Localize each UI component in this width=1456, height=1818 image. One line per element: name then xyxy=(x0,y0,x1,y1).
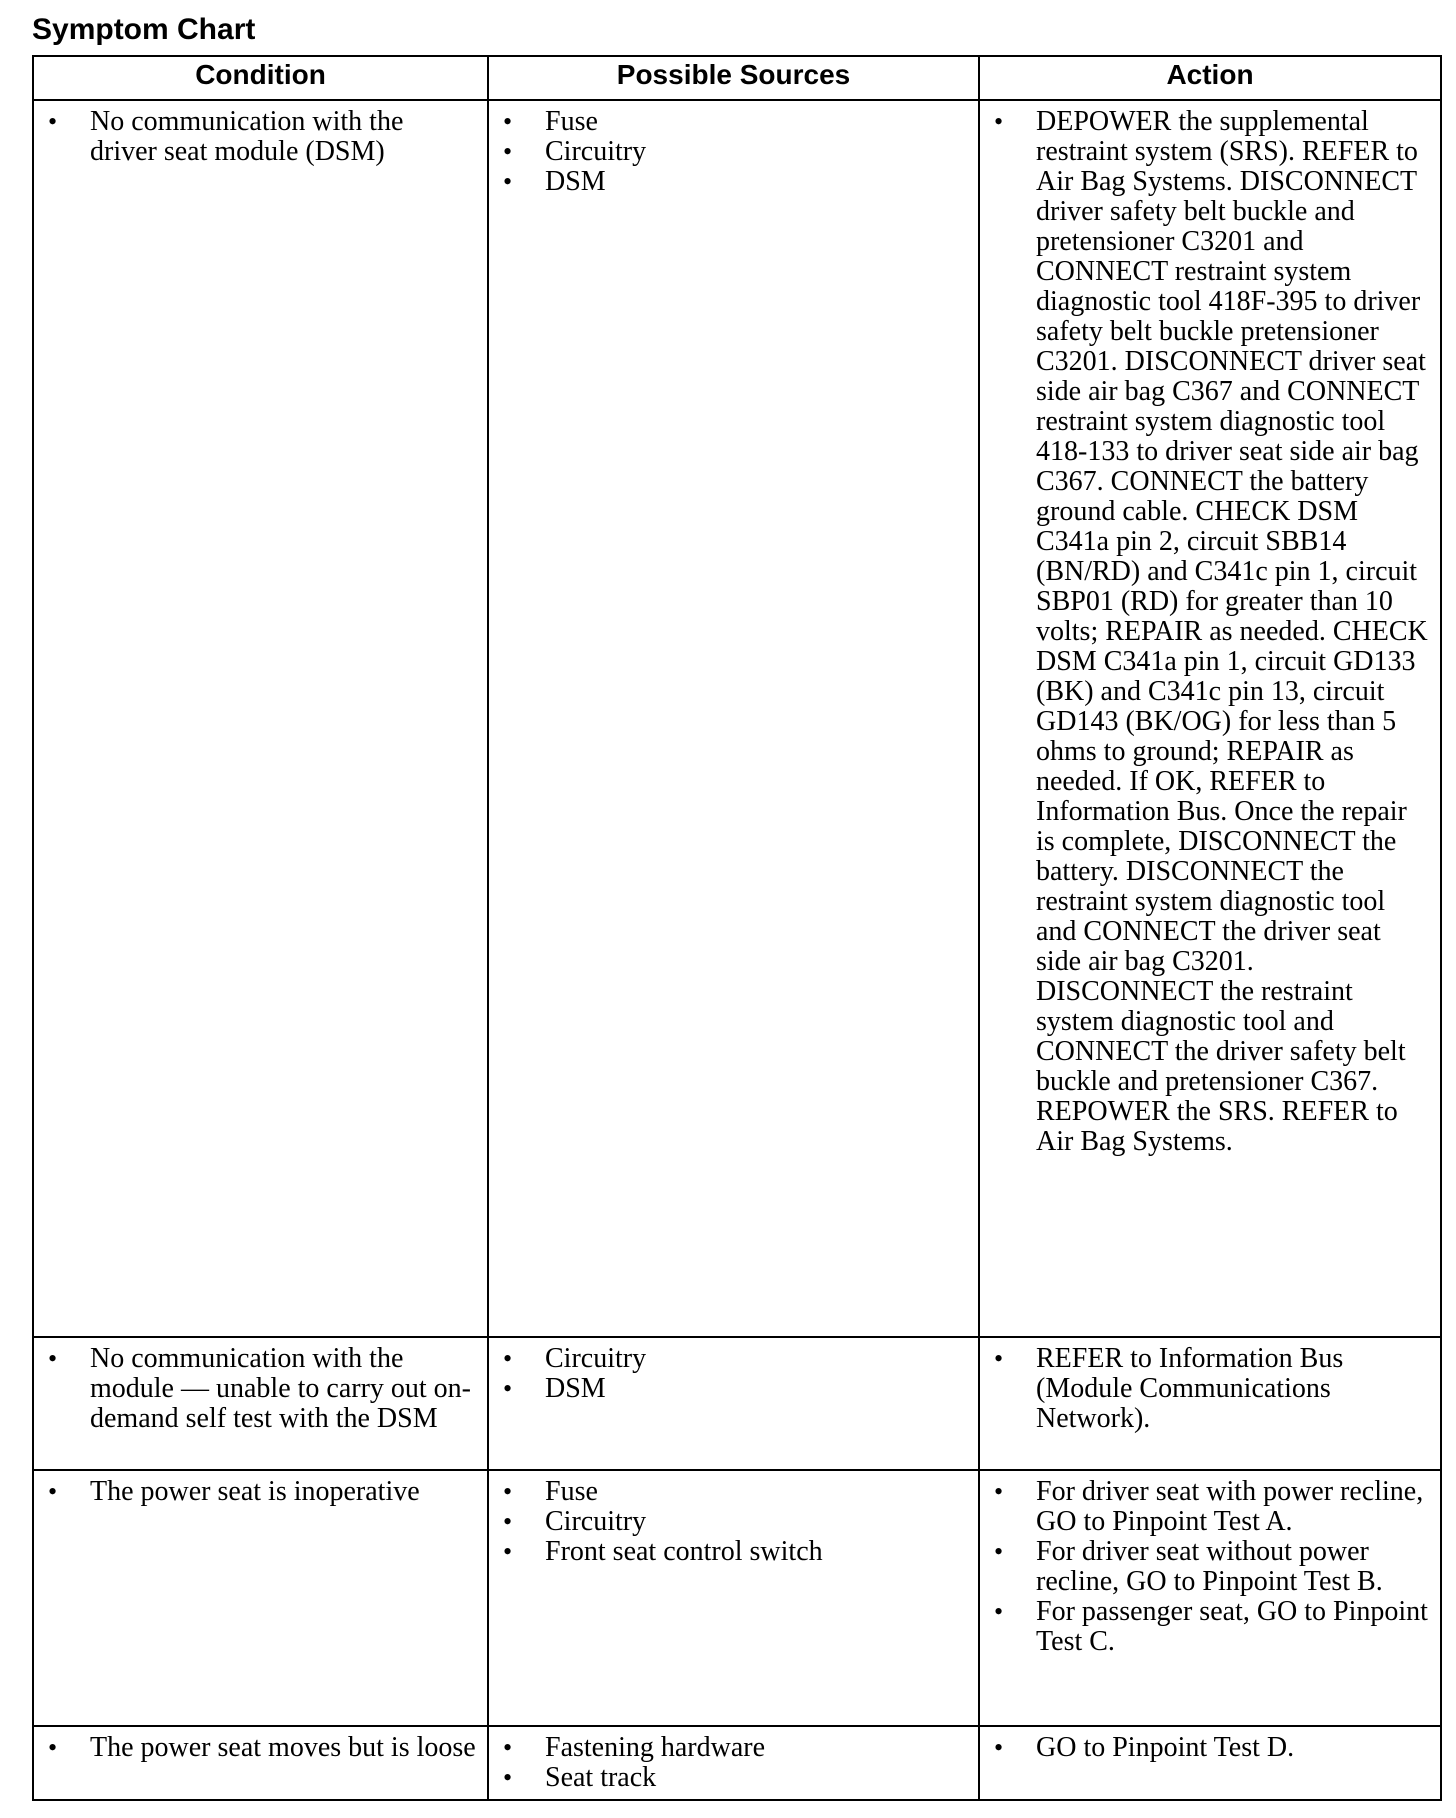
action-list xyxy=(990,107,1430,1157)
condition-cell xyxy=(33,1726,488,1800)
list-item: • For passenger seat, GO to Pinpoint Test C. xyxy=(990,1597,1430,1657)
header-possible-sources: Possible Sources xyxy=(488,56,979,100)
list-item: • DEPOWER the supplemental restraint system (SRS). REFER to Air Bag Systems. DISCONNECT driver safety belt buckle and pretensioner C3201 and CONNECT restraint system diagnostic tool 418F-395 to driver safety belt buckle pretensioner C3201. DISCONNECT driver seat side air bag C367 and CONNECT restraint system diagnostic tool 418-133 to driver seat side air bag C367. CONNECT the battery ground cable. CHECK DSM C341a pin 2, circuit SBB14 (BN/RD) and C341c pin 1, circuit SBP01 (RD) for greater than 10 volts; REPAIR as needed. CHECK DSM C341a pin 1, circuit GD133 (BK) and C341c pin 13, circuit GD143 (BK/OG) for less than 5 ohms to ground; REPAIR as needed. If OK, REFER to Information Bus. Once the repair is complete, DISCONNECT the battery. DISCONNECT the restraint system diagnostic tool and CONNECT the driver seat side air bag C3201. DISCONNECT the restraint system diagnostic tool and CONNECT the driver safety belt buckle and pretensioner C367. REPOWER the SRS. REFER to Air Bag Systems. xyxy=(990,107,1430,1157)
list-item: • Fuse xyxy=(499,107,968,137)
symptom-table xyxy=(32,55,1442,1801)
action-list xyxy=(990,1477,1430,1657)
list-item: • No communication with the module — unable to carry out on-demand self test with the DSM xyxy=(44,1344,477,1434)
condition-list xyxy=(44,107,477,167)
condition-list xyxy=(44,1344,477,1434)
list-item: • Circuitry xyxy=(499,1507,968,1537)
list-item: • Fastening hardware xyxy=(499,1733,968,1763)
list-item: • DSM xyxy=(499,167,968,197)
list-item: • Front seat control switch xyxy=(499,1537,968,1567)
list-item: • GO to Pinpoint Test D. xyxy=(990,1733,1430,1763)
condition-cell xyxy=(33,100,488,1337)
condition-cell xyxy=(33,1337,488,1470)
list-item: • The power seat moves but is loose xyxy=(44,1733,477,1763)
sources-list xyxy=(499,107,968,197)
sources-list xyxy=(499,1733,968,1793)
action-cell xyxy=(979,1726,1441,1800)
sources-cell xyxy=(488,100,979,1337)
table-row xyxy=(33,1470,1441,1726)
action-cell xyxy=(979,100,1441,1337)
list-item: • DSM xyxy=(499,1374,968,1404)
list-item: • Circuitry xyxy=(499,137,968,167)
condition-cell xyxy=(33,1470,488,1726)
list-item: • REFER to Information Bus (Module Communications Network). xyxy=(990,1344,1430,1434)
table-row xyxy=(33,1337,1441,1470)
table-header-row xyxy=(33,56,1441,100)
action-list xyxy=(990,1733,1430,1763)
list-item: • For driver seat without power recline, GO to Pinpoint Test B. xyxy=(990,1537,1430,1597)
table-row xyxy=(33,1726,1441,1800)
page-title: Symptom Chart xyxy=(32,13,256,46)
condition-list xyxy=(44,1733,477,1763)
list-item: • The power seat is inoperative xyxy=(44,1477,477,1507)
sources-cell xyxy=(488,1337,979,1470)
sources-cell xyxy=(488,1726,979,1800)
condition-list xyxy=(44,1477,477,1507)
list-item: • No communication with the driver seat module (DSM) xyxy=(44,107,477,167)
list-item: • For driver seat with power recline, GO to Pinpoint Test A. xyxy=(990,1477,1430,1537)
list-item: • Seat track xyxy=(499,1763,968,1793)
sources-cell xyxy=(488,1470,979,1726)
action-list xyxy=(990,1344,1430,1434)
action-cell xyxy=(979,1337,1441,1470)
table-row xyxy=(33,100,1441,1337)
header-condition: Condition xyxy=(33,56,488,100)
list-item: • Circuitry xyxy=(499,1344,968,1374)
action-cell xyxy=(979,1470,1441,1726)
sources-list xyxy=(499,1344,968,1404)
sources-list xyxy=(499,1477,968,1567)
list-item: • Fuse xyxy=(499,1477,968,1507)
header-action: Action xyxy=(979,56,1441,100)
